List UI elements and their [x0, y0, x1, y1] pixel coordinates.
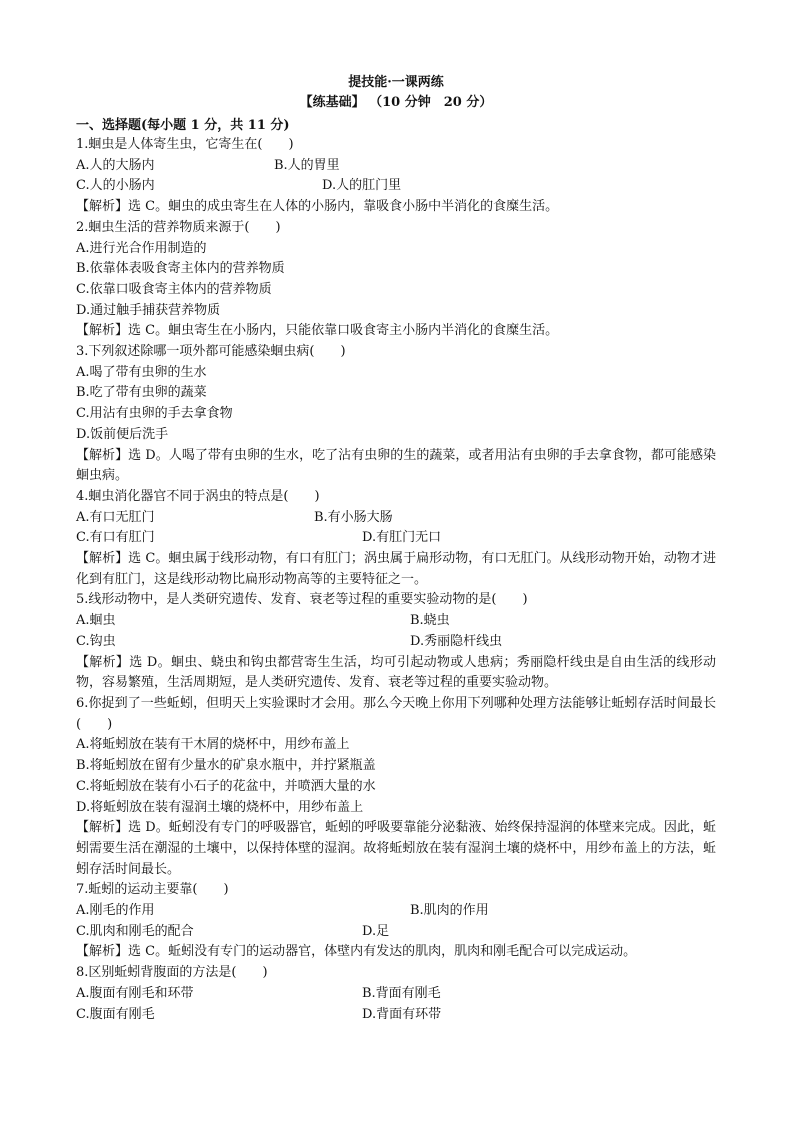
option-row — [76, 611, 716, 632]
option-row — [76, 176, 716, 197]
option-b: B.肌肉的作用 — [410, 903, 489, 919]
option-row — [76, 156, 716, 177]
option-c: C.依靠口吸食寄主体内的营养物质 — [76, 281, 272, 297]
analysis: 【解析】选 C。蛔虫的成虫寄生在人体的小肠内，靠吸食小肠中半消化的食糜生活。 — [76, 199, 559, 215]
option-d: D.秀丽隐杆线虫 — [410, 633, 503, 649]
option-a: A.进行光合作用制造的 — [76, 240, 207, 256]
question-stem: 8.区别蚯蚓背腹面的方法是( ) — [76, 965, 268, 981]
option-d: D.背面有环带 — [362, 1006, 442, 1022]
option-b: B.依靠体表吸食寄主体内的营养物质 — [76, 261, 285, 277]
question-stem: 1.蛔虫是人体寄生虫，它寄生在( ) — [76, 137, 294, 152]
option-b: B.吃了带有虫卵的蔬菜 — [76, 385, 207, 401]
option-d: D.足 — [362, 923, 390, 939]
question-stem: 6.你捉到了一些蚯蚓，但明天上实验课时才会用。那么今天晚上你用下列哪种处理方法能够让蚯蚓存活时间最长( ) — [76, 695, 716, 732]
question-stem: 5.线形动物中，是人类研究遗传、发育、衰老等过程的重要实验动物的是( ) — [76, 592, 528, 608]
question-stem: 4.蛔虫消化器官不同于涡虫的特点是( ) — [76, 488, 320, 504]
option-d: D.通过触手捕获营养物质 — [76, 302, 221, 318]
worksheet-page — [76, 74, 716, 1025]
section-heading: 一、选择题(每小题 1 分，共 11 分) — [76, 118, 290, 133]
question-stem: 2.蛔虫生活的营养物质来源于( ) — [76, 219, 281, 235]
option-d: D.人的肛门里 — [322, 178, 402, 194]
option-row — [76, 901, 716, 922]
option-row — [76, 508, 716, 529]
option-c: C.钩虫 — [76, 633, 116, 649]
option-c: C.肌肉和刚毛的配合 — [76, 923, 194, 939]
option-b: B.蛲虫 — [410, 613, 450, 629]
option-a: A.人的大肠内 — [76, 157, 155, 173]
option-b: B.人的胃里 — [274, 157, 340, 173]
option-c: C.用沾有虫卵的手去拿食物 — [76, 406, 233, 422]
option-a: A.刚毛的作用 — [76, 903, 155, 919]
option-c: C.有口有肛门 — [76, 530, 155, 546]
option-b: B.背面有刚毛 — [362, 985, 441, 1001]
analysis: 【解析】选 D。蛔虫、蛲虫和钩虫都营寄生生活，均可引起动物或人患病；秀丽隐杆线虫是自由生活的线形动物，容易繁殖，生活周期短，是人类研究遗传、发育、衰老等过程的重要实验动物。 — [76, 654, 716, 691]
option-a: A.有口无肛门 — [76, 509, 155, 525]
question-stem: 3.下列叙述除哪一项外都可能感染蛔虫病( ) — [76, 344, 346, 360]
option-c: C.将蚯蚓放在装有小石子的花盆中，并喷洒大量的水 — [76, 778, 376, 794]
page-subtitle: 【练基础】 （10 分钟 20 分） — [299, 95, 493, 110]
option-b: B.将蚯蚓放在留有少量水的矿泉水瓶中，并拧紧瓶盖 — [76, 758, 376, 774]
analysis: 【解析】选 C。蚯蚓没有专门的运动器官，体壁内有发达的肌肉，肌肉和刚毛配合可以完成运动。 — [76, 944, 637, 960]
option-row — [76, 632, 716, 653]
option-d: D.有肛门无口 — [362, 530, 442, 546]
option-d: D.饭前便后洗手 — [76, 426, 169, 442]
analysis: 【解析】选 D。人喝了带有虫卵的生水，吃了沾有虫卵的生的蔬菜，或者用沾有虫卵的手去拿食物，都可能感染蛔虫病。 — [76, 447, 716, 484]
option-row — [76, 1005, 716, 1026]
option-b: B.有小肠大肠 — [314, 509, 393, 525]
option-row — [76, 922, 716, 943]
option-row — [76, 984, 716, 1005]
analysis: 【解析】选 C。蛔虫属于线形动物，有口有肛门；涡虫属于扁形动物，有口无肛门。从线形动物开始，动物才进化到有肛门，这是线形动物比扁形动物高等的主要特征之一。 — [76, 551, 716, 587]
question-stem: 7.蚯蚓的运动主要靠( ) — [76, 882, 229, 898]
option-a: A.喝了带有虫卵的生水 — [76, 364, 207, 380]
page-title: 提技能·一课两练 — [348, 75, 444, 90]
option-c: C.腹面有刚毛 — [76, 1006, 155, 1022]
option-c: C.人的小肠内 — [76, 178, 155, 194]
analysis: 【解析】选 C。蛔虫寄生在小肠内，只能依靠口吸食寄主小肠内半消化的食糜生活。 — [76, 323, 559, 339]
option-a: A.腹面有刚毛和环带 — [76, 985, 194, 1001]
option-row — [76, 528, 716, 549]
option-d: D.将蚯蚓放在装有湿润土壤的烧杯中，用纱布盖上 — [76, 799, 364, 815]
analysis: 【解析】选 D。蚯蚓没有专门的呼吸器官，蚯蚓的呼吸要靠能分泌黏液、始终保持湿润的体壁来完成。因此，蚯蚓需要生活在潮湿的土壤中，以保持体壁的湿润。故将蚯蚓放在装有湿润土壤的烧杯中，用纱布盖上的方法，蚯蚓存活时间最长。 — [76, 820, 716, 877]
option-a: A.将蚯蚓放在装有干木屑的烧杯中，用纱布盖上 — [76, 737, 350, 753]
option-a: A.蛔虫 — [76, 613, 116, 629]
